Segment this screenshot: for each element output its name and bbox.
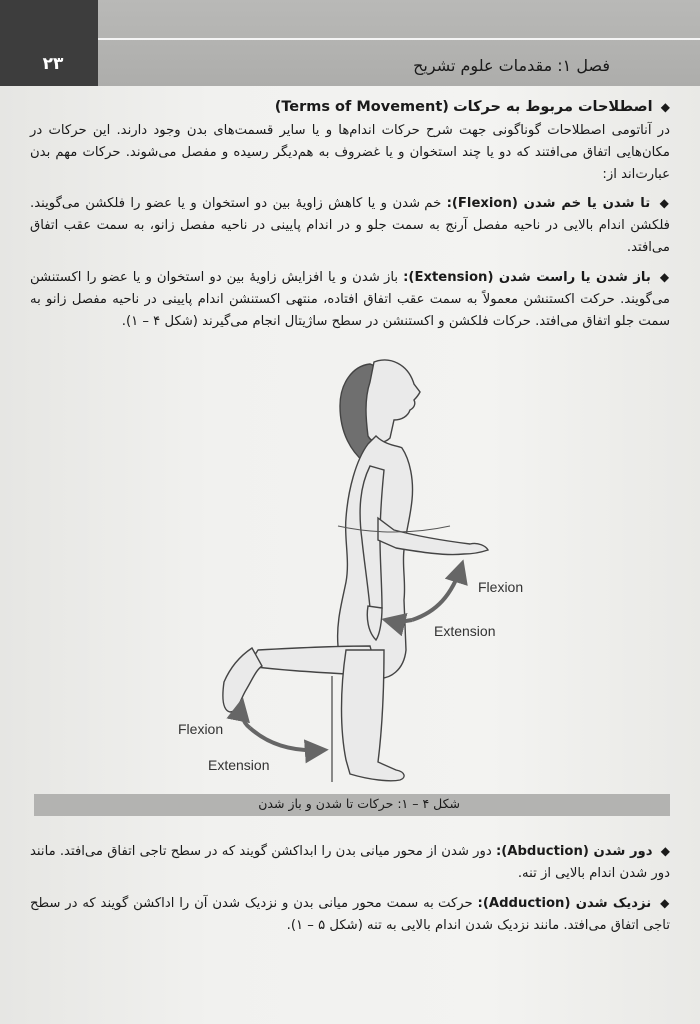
abduction-paragraph xyxy=(30,840,670,885)
head-shape xyxy=(366,360,420,442)
abduction-text: دور شدن از محور میانی بدن را ابداکشن گویند که در سطح تاجی اتفاق می‌افتد. مانند دور شدن اندام بالایی از تنه. xyxy=(30,844,670,881)
extension-paragraph xyxy=(30,266,670,333)
adduction-paragraph xyxy=(30,892,670,937)
intro-paragraph: در آناتومی اصطلاحات گوناگونی جهت شرح حرکات اندام‌ها و یا سایر قسمت‌های بدن وجود دارند. این حرکات در مکان‌هایی اتفاق می‌افتند که دو یا چند استخوان و یا غضروف به هم‌دیگر رسیده و مفصل می‌شوند. حرکات مهم بدن عبارت‌اند از: xyxy=(30,123,670,182)
chapter-title: فصل ۱: مقدمات علوم تشریح xyxy=(413,56,610,75)
diamond-bullet-icon: ◆ xyxy=(660,896,670,910)
diamond-bullet-icon: ◆ xyxy=(660,844,670,858)
diamond-bullet-icon: ◆ xyxy=(659,270,670,284)
adduction-term: نزدیک شدن (Adduction): xyxy=(477,896,652,911)
page-number: ۲۳ xyxy=(42,54,64,74)
elbow-extension-arrow xyxy=(386,620,412,622)
knee-motion-arrows xyxy=(241,702,324,750)
flexion-lower-label: Flexion xyxy=(178,721,224,737)
flexion-paragraph xyxy=(30,192,670,259)
extension-text: باز شدن و یا افزایش زاویهٔ بین دو استخوان و یا عضو را اکستنشن می‌گویند. حرکت اکستنشن معمولاً به سمت عقب اتفاق افتاده، منتهی اکستنشن اندام پایینی در ناحیه مفصل زانو به سمت جلو اتفاق می‌افتد. حرکات فلکشن و اکستنشن در سطح ساژیتال انجام می‌گیرند (شکل ۴ – ۱). xyxy=(30,270,670,329)
figure-caption-bar xyxy=(34,794,670,816)
diamond-bullet-icon: ◆ xyxy=(660,100,670,114)
flexion-text: خم شدن و یا کاهش زاویهٔ بین دو استخوان و یا عضو را فلکشن می‌گویند. فلکشن اندام بالایی در ناحیه مفصل آرنج به سمت جلو و در اندام پایینی در ناحیه مفصل زانو، به سمت عقب اتفاق می‌افتد. xyxy=(30,196,670,255)
knee-extension-arrow xyxy=(250,728,324,750)
diamond-bullet-icon: ◆ xyxy=(659,196,670,210)
adduction-text: حرکت به سمت محور میانی بدن و نزدیک شدن آن را اداکشن گویند که در سطح تاجی اتفاق می‌افتد. مانند نزدیک شدن اندام بالایی به تنه (شکل ۵ – ۱). xyxy=(30,896,670,933)
figure-flexion-extension xyxy=(34,350,670,794)
section-heading xyxy=(30,96,670,119)
figure-caption: شکل ۴ – ۱: حرکات تا شدن و باز شدن xyxy=(258,796,460,811)
section-heading-fa: اصطلاحات مربوط به حرکات xyxy=(453,99,653,115)
section-heading-en: (Terms of Movement) xyxy=(274,99,449,115)
knee-flexion-arrow xyxy=(241,702,250,728)
figure-illustration xyxy=(34,350,670,794)
extension-lower-label: Extension xyxy=(208,757,270,773)
extension-upper-label: Extension xyxy=(434,623,496,639)
elbow-flexion-arrow xyxy=(412,564,462,620)
abduction-term: دور شدن (Abduction): xyxy=(495,844,653,859)
human-figure-illustration xyxy=(223,360,488,781)
flexion-upper-label: Flexion xyxy=(478,579,524,595)
header-divider xyxy=(98,38,700,40)
flexion-term: تا شدن یا خم شدن (Flexion): xyxy=(446,196,651,211)
extension-term: باز شدن یا راست شدن (Extension): xyxy=(403,270,651,285)
